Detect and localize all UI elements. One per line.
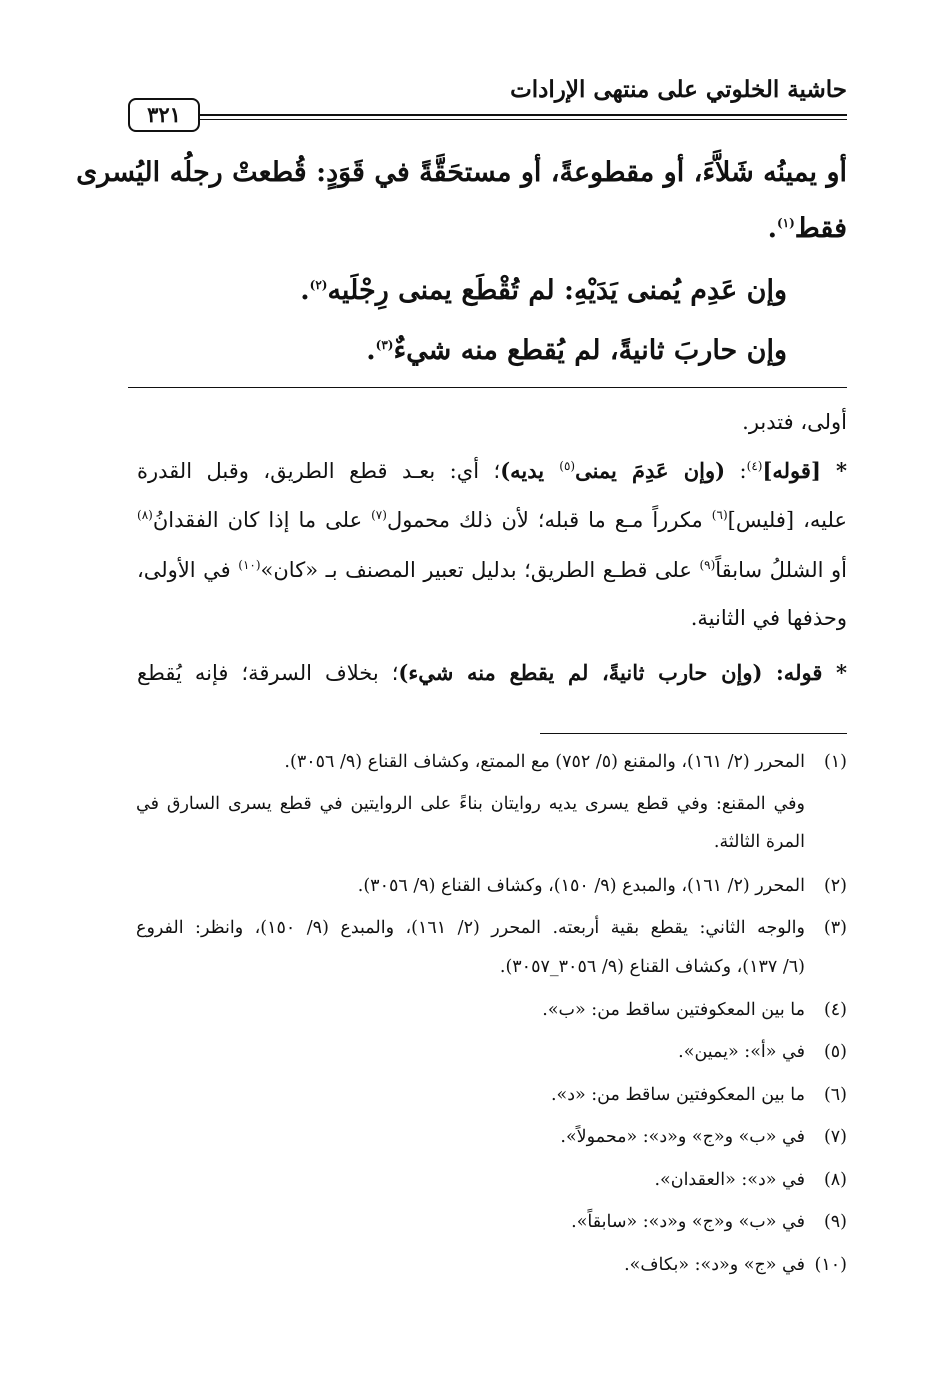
footnote-ref-4[interactable]: (٤) — [746, 459, 763, 473]
matn-line-1: أو يمينُه شَلاَّءَ، أو مقطوعةً، أو مستحَقَّةً في قَوَدٍ: قُطعتْ رجلُه اليُسرى — [76, 157, 847, 188]
matn-line-3-end: . — [300, 275, 310, 306]
matn-divider — [128, 387, 847, 388]
commentary-line-5: وحذفها في الثانية. — [690, 606, 847, 630]
matn-line-2-text: فقط — [794, 213, 847, 244]
footnotes-divider — [540, 733, 847, 734]
matn-line-2 — [768, 213, 847, 244]
footnote-number: (٦) — [823, 1085, 847, 1105]
footnote-ref-7[interactable]: (٧) — [371, 508, 387, 522]
matn-line-4-end: . — [366, 335, 376, 366]
footnote-6 — [551, 1085, 847, 1105]
footnote-number: (٢) — [823, 876, 847, 896]
footnote-2 — [358, 876, 847, 896]
commentary-text: عليه، [فليس] — [727, 508, 847, 532]
commentary-text: مكرراً مـع ما قبله؛ لأن ذلك محمول — [386, 508, 712, 532]
footnote-10 — [624, 1255, 847, 1275]
lemma-quote: * قوله: (وإن حارب ثانيةً، لم يقطع منه شيء) — [398, 660, 847, 685]
matn-line-3-text: وإن عَدِم يُمنى يَدَيْهِ: لم تُقْطَع يمنى رِجْلَيه — [327, 275, 787, 306]
footnote-ref-3[interactable]: (٣) — [375, 338, 394, 352]
commentary-line-4 — [137, 558, 847, 582]
header-rule-thin — [200, 119, 847, 120]
matn-line-3 — [300, 275, 787, 306]
lemma-label: [قوله] — [762, 458, 821, 483]
footnote-text: والوجه الثاني: يقطع بقية أربعته. المحرر (٢/ ١٦١)، والمبدع (٩/ ١٥٠)، وانظر: الفروع — [136, 918, 805, 938]
lemma-quote-end: يديه) — [500, 458, 560, 483]
footnote-ref-9[interactable]: (٩) — [699, 558, 716, 572]
footnote-text: ما بين المعكوفتين ساقط من: «د». — [550, 1085, 805, 1105]
footnote-ref-1[interactable]: (١) — [776, 216, 795, 230]
footnote-number: (٤) — [823, 1000, 847, 1020]
footnote-text: في «ج» و«د»: «بكاف». — [624, 1255, 805, 1275]
footnote-number: (٧) — [823, 1127, 847, 1147]
footnote-text: المحرر (٢/ ١٦١)، والمبدع (٩/ ١٥٠)، وكشاف القناع (٩/ ٣٠٥٦). — [357, 876, 805, 896]
footnote-text: ما بين المعكوفتين ساقط من: «ب». — [542, 1000, 805, 1020]
commentary-line-2 — [137, 458, 847, 483]
footnote-9 — [571, 1212, 847, 1232]
footnote-number: (٩) — [823, 1212, 847, 1232]
commentary-line-1: أولى، فتدبر. — [742, 410, 847, 434]
footnote-number: (٥) — [823, 1042, 847, 1062]
footnote-4 — [542, 1000, 847, 1020]
footnote-5 — [678, 1042, 847, 1062]
footnote-text: في «ب» و«ج» و«د»: «سابقاً». — [571, 1212, 805, 1232]
footnote-number: (٨) — [823, 1170, 847, 1190]
page-number: ٣٢١ — [128, 98, 200, 132]
bullet-star: * — [820, 458, 848, 483]
commentary-text: ؛ أي: بعـد قطع الطريق، وقبل القدرة — [137, 459, 501, 483]
footnote-text: في «ب» و«ج» و«د»: «محمولاً». — [560, 1127, 805, 1147]
running-title: حاشية الخلوتي على منتهى الإرادات — [510, 76, 847, 103]
footnote-3-line-2: (٦/ ١٣٧)، وكشاف القناع (٩/ ٣٠٥٦_٣٠٥٧). — [499, 957, 805, 977]
footnote-ref-5[interactable]: (٥) — [559, 459, 576, 473]
footnote-1-line-3: المرة الثالثة. — [713, 832, 805, 852]
footnote-ref-6[interactable]: (٦) — [711, 508, 728, 522]
colon: : — [725, 459, 747, 483]
commentary-text: أو الشللُ سابقاً — [715, 558, 848, 582]
footnote-8 — [654, 1170, 847, 1190]
matn-line-4 — [366, 335, 787, 366]
commentary-text: في الأولى، — [137, 558, 239, 582]
footnote-7 — [560, 1127, 847, 1147]
lemma-quote-start: (وإن عَدِمَ يمنى — [575, 458, 726, 483]
footnote-1 — [284, 752, 847, 772]
footnote-ref-10[interactable]: (١٠) — [238, 558, 261, 572]
commentary-text: ؛ بخلاف السرقة؛ فإنه يُقطع — [137, 661, 399, 685]
footnote-number: (١٠) — [814, 1255, 847, 1275]
footnote-text: في «د»: «العقدان». — [654, 1170, 805, 1190]
commentary-text: على قطـع الطريق؛ بدليل تعبير المصنف بـ «كان» — [260, 558, 700, 582]
footnote-ref-8[interactable]: (٨) — [137, 508, 153, 522]
footnote-3 — [136, 918, 847, 938]
matn-line-2-end: . — [767, 213, 777, 244]
matn-line-4-text: وإن حاربَ ثانيةً، لم يُقطع منه شيءٌ — [393, 335, 787, 366]
commentary-line-6 — [137, 660, 847, 685]
footnote-number: (١) — [823, 752, 847, 772]
footnote-text: في «أ»: «يمين». — [678, 1042, 805, 1062]
footnote-text: المحرر (٢/ ١٦١)، والمقنع (٥/ ٧٥٢) مع الممتع، وكشاف القناع (٩/ ٣٠٥٦). — [284, 752, 805, 772]
footnote-ref-2[interactable]: (٢) — [309, 278, 328, 292]
commentary-text: على ما إذا كان الفقدانُ — [152, 508, 372, 532]
commentary-line-3 — [137, 508, 847, 532]
footnote-number: (٣) — [823, 918, 847, 938]
header-rule — [200, 114, 847, 116]
footnote-1-line-2: وفي المقنع: وفي قطع يسرى يديه روايتان بناءً على الروايتين في قطع يسرى السارق في — [136, 794, 805, 814]
